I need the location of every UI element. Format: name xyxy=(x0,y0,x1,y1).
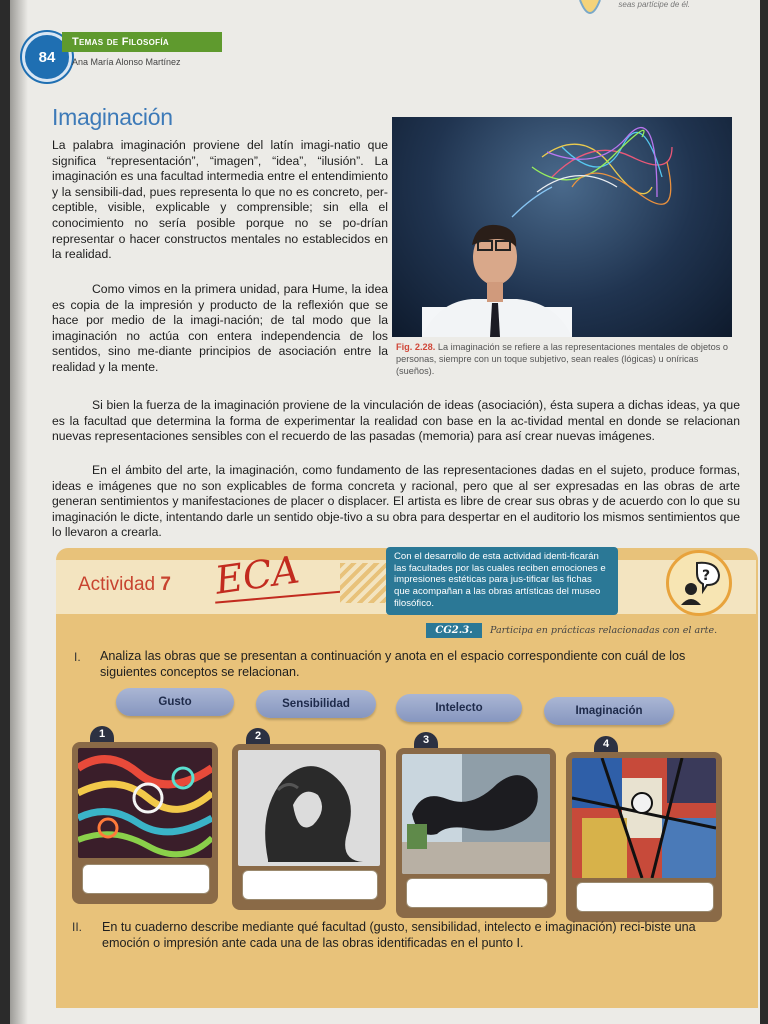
question-1-number: I. xyxy=(74,650,81,664)
thinking-man-illustration xyxy=(392,117,732,337)
artwork-frame-1 xyxy=(72,742,218,904)
artwork-frame-2 xyxy=(232,744,386,910)
activity-label: Actividad xyxy=(78,574,156,595)
svg-text:?: ? xyxy=(701,568,711,584)
figure-label: Fig. 2.28. xyxy=(396,342,436,352)
competency-code: CG2.3. xyxy=(426,623,482,638)
artwork-abstract-painting xyxy=(572,758,716,878)
concept-pill-sensibilidad: Sensibilidad xyxy=(256,690,376,718)
activity-note: Con el desarrollo de esta actividad identi-ficarán las facultades por las cuales reciben emociones e impresiones estéticas para jus-tificar las fichas que acompañan a las obras artísticas del museo filosófico. xyxy=(386,547,618,615)
artwork-number: 3 xyxy=(414,732,438,749)
artwork-frame-3 xyxy=(396,748,556,918)
artwork-psychedelic-painting xyxy=(78,748,212,858)
artwork-number: 2 xyxy=(246,728,270,745)
competency-text: Participa en prácticas relacionadas con el arte. xyxy=(490,625,718,636)
answer-box-1 xyxy=(82,864,210,894)
paragraph-3: Si bien la fuerza de la imaginación proviene de la vinculación de ideas (asociación), ésta supera a dichas ideas, ya que es la facultad que determina la forma de experimentar la realidad con base en la ac-tividad mental en donde se relacionan nuevas representaciones sensibles con el recuerdo de las pasadas (memoria) para así crear nuevas imágenes. xyxy=(52,398,740,444)
concept-pill-gusto: Gusto xyxy=(116,688,234,716)
concept-pill-imaginacion: Imaginación xyxy=(544,697,674,725)
section-title: Imaginación xyxy=(52,104,173,130)
figure-caption-text: La imaginación se refiere a las representaciones mentales de objetos o personas, siempre con un toque subjetivo, sean reales (lógicas) u oníricas (sueños). xyxy=(396,342,728,376)
artwork-number: 1 xyxy=(90,726,114,743)
page-number-badge: 84 xyxy=(22,32,72,82)
concept-pill-intelecto: Intelecto xyxy=(396,694,522,722)
activity-number: 7 xyxy=(160,574,171,595)
author-name: Ana María Alonso Martínez xyxy=(72,57,181,67)
artwork-frame-4 xyxy=(566,752,722,922)
question-2-number: II. xyxy=(72,920,83,934)
paragraph-4: En el ámbito del arte, la imaginación, como fundamento de las representaciones dadas en el sujeto, produce formas, ideas e imágenes que no son explicables de forma concreta y racional, pero que al ser expresadas en las obras de arte generan sentimientos y manifestaciones de placer o displacer. El artista es libre de crear sus obras y de acuerdo con lo que su imaginación le dicte, intentando darle un sentido obje-tivo a su obra para despertar en el auditorio los mismos sentimientos que lo llevaron a crearla. xyxy=(52,463,740,540)
hatched-divider xyxy=(340,563,390,603)
series-title: Temas de Filosofía xyxy=(62,32,222,52)
answer-box-2 xyxy=(242,870,378,900)
artwork-outdoor-sculpture xyxy=(402,754,550,874)
figure-caption xyxy=(396,341,734,377)
paragraph-2: Como vimos en la primera unidad, para Hume, la idea es copia de la impresión y producto de la reflexión que se hace por medio de la imagi-nación; de tal modo que la imaginación no actúa con entera independencia de los sentidos, sino me-diante principios de asociación entre la realidad y la mente. xyxy=(52,282,388,374)
speech-person-icon xyxy=(666,550,732,616)
textbook-page xyxy=(10,0,760,1024)
paragraph-1: La palabra imaginación proviene del latín imagi-natio que significa “representación”, “imagen”, “idea”, “ilusión”. La imaginación es una facultad intermedia entre el entendimiento y la sensibili-dad, pues representa lo que no es concreto, per-ceptible, visible, explicable y comprensible; sin ella el conocimiento no sería posible porque no se po-drían representar o hacer constructos mentales no establecidos en la realidad. xyxy=(52,138,388,262)
eca-handwritten-mark: ECA xyxy=(212,547,302,603)
question-1-text: Analiza las obras que se presentan a continuación y anota en el espacio correspondiente con cuál de los siguientes conceptos se relacionan. xyxy=(100,649,686,679)
activity-title xyxy=(78,574,171,596)
top-right-snippet: seas partícipe de él. xyxy=(618,0,690,9)
answer-box-3 xyxy=(406,878,548,908)
lightbulb-icon xyxy=(575,0,605,22)
answer-box-4 xyxy=(576,882,714,912)
figure-photo xyxy=(392,117,732,337)
page-gutter-shadow xyxy=(10,0,28,1024)
question-2-text: En tu cuaderno describe mediante qué facultad (gusto, sensibilidad, intelecto e imaginación) reci-biste una emoción o impresión ante cada una de las obras identificadas en el punto I. xyxy=(102,920,696,950)
artwork-dark-sculpture xyxy=(238,750,380,866)
artwork-number: 4 xyxy=(594,736,618,753)
person-speech-bubble-icon xyxy=(669,553,729,613)
